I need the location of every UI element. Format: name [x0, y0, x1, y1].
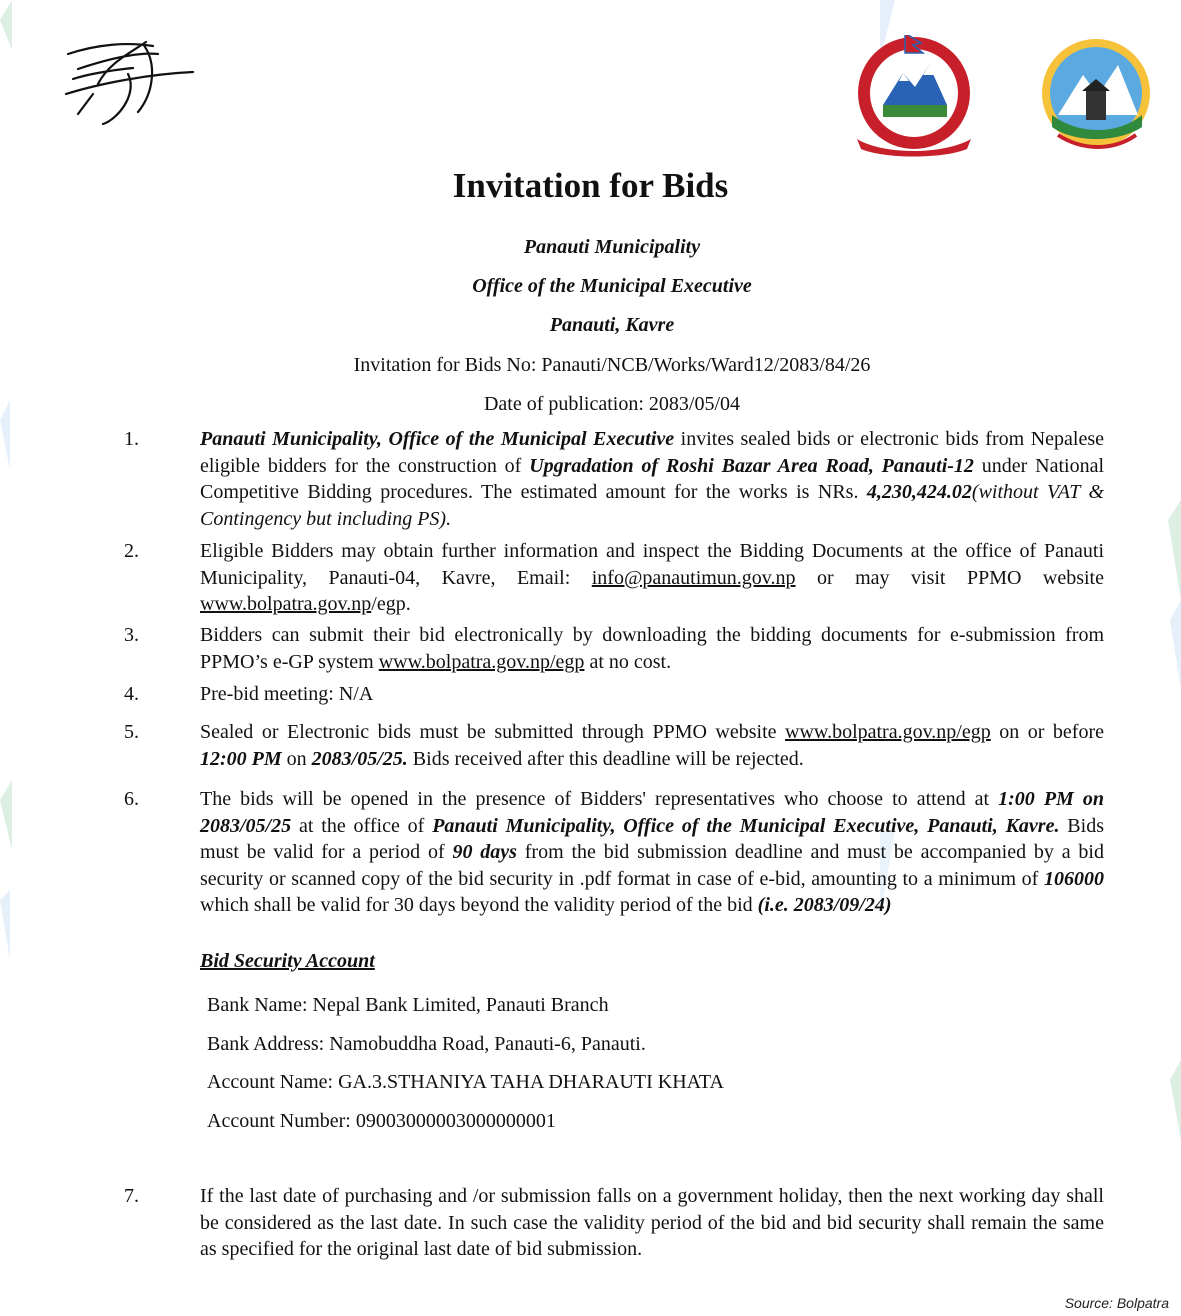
- account-name: Account Name: GA.3.STHANIYA TAHA DHARAUTI KHATA: [207, 1071, 724, 1093]
- office-name: Office of the Municipal Executive: [472, 275, 752, 297]
- account-number: Account Number: 09003000003000000001: [207, 1110, 556, 1132]
- signature: [58, 34, 198, 126]
- municipality-logo-icon: [1038, 35, 1154, 155]
- egp-link[interactable]: www.bolpatra.gov.np/egp: [785, 721, 991, 743]
- item-number: 6.: [124, 788, 139, 810]
- item-text: Eligible Bidders may obtain further information and inspect the Bidding Documents at the office of Panauti Municipality, Panauti-04, Kavre, Email: info@panautimun.gov.np or may visit PPMO website www.bolpatra.gov.np/egp.: [200, 540, 1104, 615]
- bid-security-heading: Bid Security Account: [200, 950, 375, 972]
- item-text: The bids will be opened in the presence of Bidders' representatives who choose to attend at 1:00 PM on 2083/05/25 at the office of Panauti Municipality, Office of the Municipal Executive, Panauti, Kavre. Bids must be valid for a period of 90 days from the bid submission deadline and must be accompanied by a bid security or scanned copy of the bid security in .pdf format in case of e-bid, amounting to a minimum of 106000 which shall be valid for 30 days beyond the validity period of the bid (i.e. 2083/09/24): [200, 788, 1104, 916]
- item-text: Sealed or Electronic bids must be submitted through PPMO website www.bolpatra.gov.np/egp on or before 12:00 PM on 2083/05/25. Bids received after this deadline will be rejected.: [200, 721, 1104, 770]
- bank-address: Bank Address: Namobuddha Road, Panauti-6, Panauti.: [207, 1033, 646, 1055]
- item-number: 2.: [124, 540, 139, 562]
- nepal-emblem-icon: [843, 35, 985, 157]
- item-number: 3.: [124, 624, 139, 646]
- item-number: 1.: [124, 428, 139, 450]
- item-text: Bidders can submit their bid electronically by downloading the bidding documents for e-submission from PPMO’s e-GP system www.bolpatra.gov.np/egp at no cost.: [200, 624, 1104, 673]
- item-number: 5.: [124, 721, 139, 743]
- page-title: Invitation for Bids: [452, 166, 729, 205]
- email-link[interactable]: info@panautimun.gov.np: [591, 566, 796, 589]
- bolpatra-link[interactable]: www.bolpatra.gov.np: [200, 593, 372, 615]
- item-text: Panauti Municipality, Office of the Municipal Executive invites sealed bids or electronic bids from Nepalese eligible bidders for the construction of Upgradation of Roshi Bazar Area Road, Panauti-12 under National Competitive Bidding procedures. The estimated amount for the works is NRs. 4,230,424.02(without VAT & Contingency but including PS).: [200, 428, 1105, 530]
- office-location: Panauti, Kavre: [549, 314, 675, 336]
- item-number: 4.: [124, 683, 139, 705]
- item-text: If the last date of purchasing and /or submission falls on a government holiday, then the next working day shall be considered as the last date. In such case the validity period of the bid and bid security shall remain the same as specified for the original last date of bid submission.: [200, 1185, 1104, 1260]
- ifb-number: Invitation for Bids No: Panauti/NCB/Works/Ward12/2083/84/26: [353, 354, 871, 376]
- publication-date: Date of publication: 2083/05/04: [483, 393, 741, 415]
- item-number: 7.: [124, 1185, 139, 1207]
- org-name: Panauti Municipality: [523, 236, 701, 258]
- egp-link[interactable]: www.bolpatra.gov.np/egp: [378, 650, 585, 673]
- item-text: Pre-bid meeting: N/A: [200, 683, 374, 705]
- source-credit: Source: Bolpatra: [1064, 1295, 1169, 1311]
- bank-name: Bank Name: Nepal Bank Limited, Panauti Branch: [207, 994, 609, 1016]
